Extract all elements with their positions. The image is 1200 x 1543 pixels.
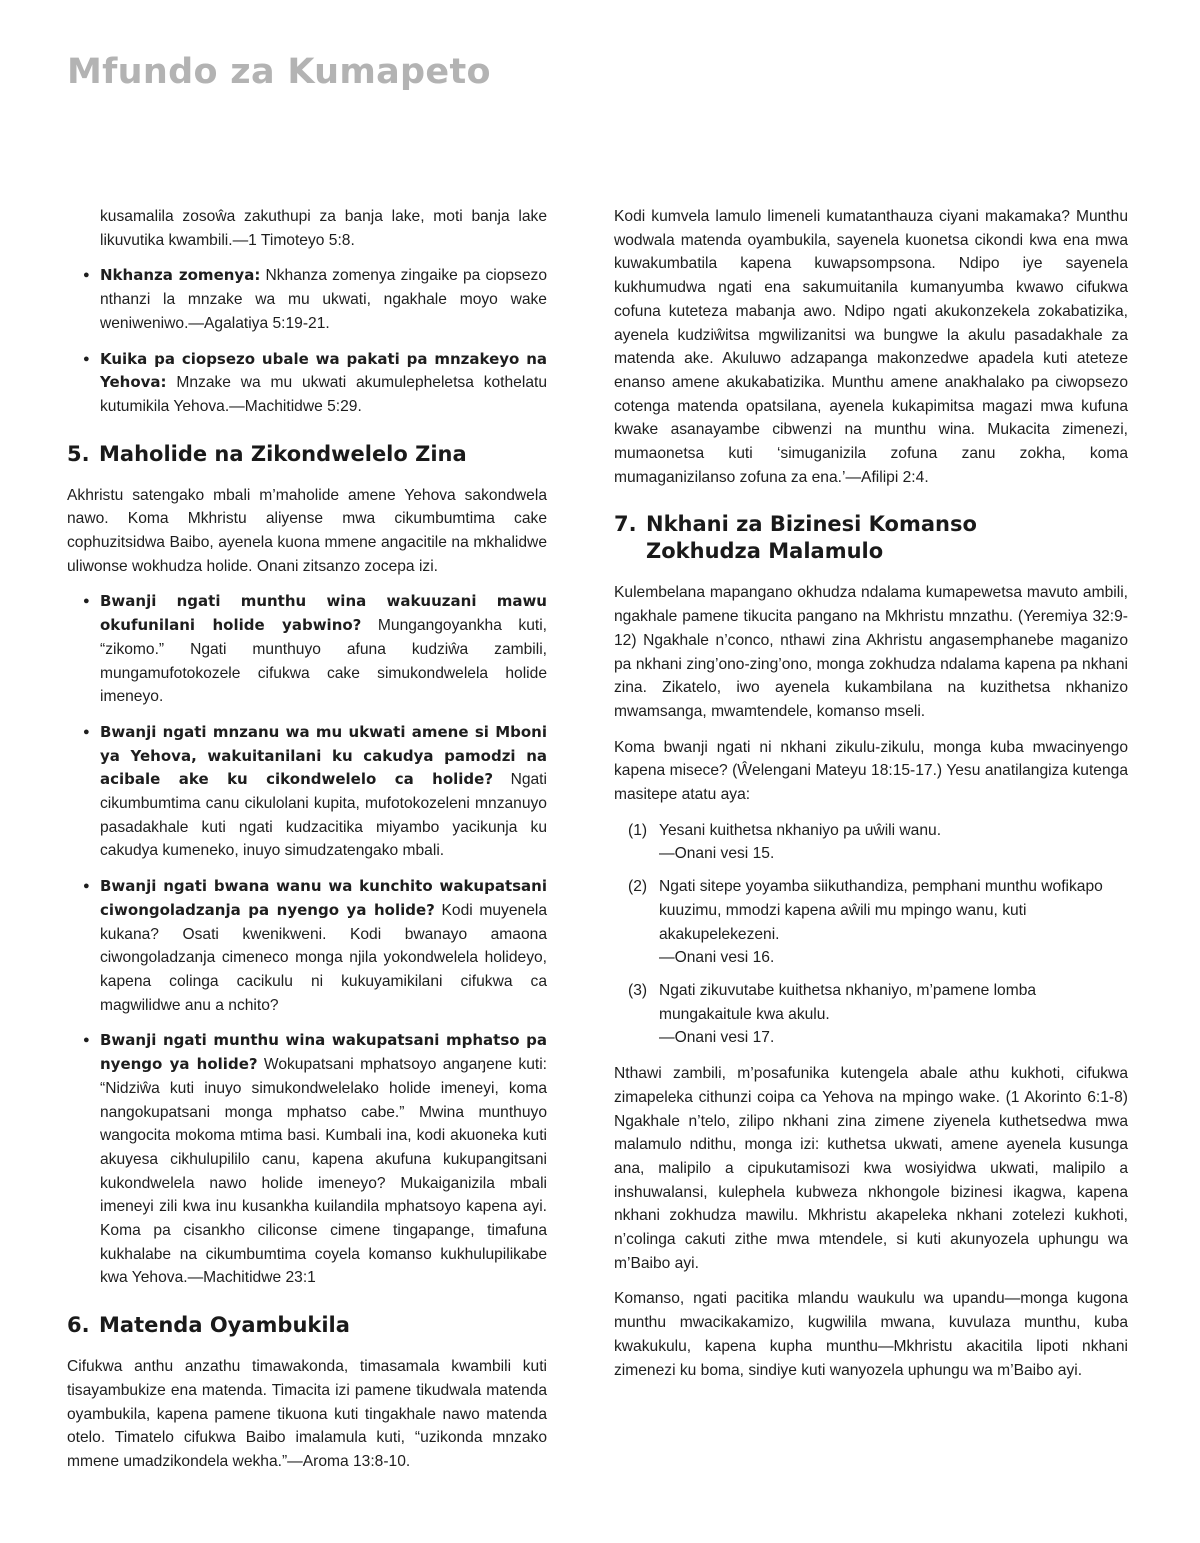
list-item	[100, 875, 547, 1017]
list-item	[628, 979, 1128, 1050]
section-title: Matenda Oyambukila	[99, 1313, 350, 1338]
right-column	[614, 205, 1128, 1394]
paragraph: Kodi kumvela lamulo limeneli kumatanthauza ciyani makamaka? Munthu wodwala matenda oyambukila, sayenela kuonetsa cikondi kwa ena mwa kuwakumbatila kapena kuwapsompsona. Ndipo iye sayenela kukhumudwa ngati ena sakumuitanila kumanyumba kwawo cifukwa cofuna kuteteza mabanja awo. Ndipo ngati akukonzekela zokabatizika, ayenela kudziŵitsa mgwilizanitsi wa bungwe la akulu pasadakhale za matenda ake. Akuluwo adzapanga makonzedwe apadela kuti ateteze enanso amene akukabatizika. Munthu amene anakhalako pa ciwopsezo cotenga matenda opatsilana, ayenela kukapimitsa magazi mwa kufuna kwake asanayambe cibwenzi na munthu wina. Mukacita zimenezi, mumaonetsa kuti ‘simuganizila zofuna zanu zokha, koma mumaganizilanso zofuna za ena.’—Afilipi 2:4.	[614, 208, 1128, 486]
section-title: Maholide na Zikondwelelo Zina	[99, 441, 467, 466]
steps-list	[628, 819, 1128, 1050]
list-item	[100, 264, 547, 335]
step-reference: —Onani vesi 16.	[659, 949, 775, 967]
section-intro: Cifukwa anthu anzathu timawakonda, timasamala kwambili kuti tisayambukize ena matenda. Timacita izi pamene tikudwala matenda oyambukila, kapena pamene tikuona kuti tingakhale nawo matenda otelo. Timatelo cifukwa Baibo imalamula kuti, “uzikonda mnzako mmene umadzikondela wekha.”—Aroma 13:8-10.	[67, 1358, 547, 1470]
section-heading-7	[614, 511, 1128, 565]
bullet-list-top	[67, 264, 547, 418]
section-number: 6.	[67, 1313, 90, 1338]
bullet-lead: Bwanji ngati munthu wina wakupatsani mphatso pa nyengo ya holide?	[100, 1031, 547, 1074]
left-column	[67, 205, 547, 1486]
list-item	[628, 875, 1128, 970]
step-reference: —Onani vesi 17.	[659, 1029, 775, 1047]
step-number: (3)	[628, 981, 648, 999]
step-text: Yesani kuithetsa nkhaniyo pa uŵili wanu.	[659, 821, 942, 839]
section-title-line-2: Zokhudza Malamulo	[646, 539, 884, 564]
list-item	[628, 819, 1128, 866]
bullet-list-holidays	[67, 590, 547, 1290]
bullet-lead: Bwanji ngati munthu wina wakuuzani mawu okufunilani holide yabwino?	[100, 592, 547, 635]
bullet-lead: Kuika pa ciopsezo ubale wa pakati pa mnzakeyo na Yehova:	[100, 349, 547, 392]
section-heading-6	[67, 1312, 547, 1339]
bullet-lead: Nkhanza zomenya:	[100, 266, 261, 285]
step-reference: —Onani vesi 15.	[659, 845, 775, 863]
step-text: Ngati zikuvutabe kuithetsa nkhaniyo, m’pamene lomba mungakaitule kwa akulu.	[659, 981, 1037, 1023]
bullet-text: Ngati cikumbumtima canu cikulolani kupita, mufotokozeleni mnzanuyo pasadakhale kuti ngati kudzacitika miyambo yacikunja ku cakudya kumeneko, inuyo simudzatengako mbali.	[100, 771, 547, 860]
section-intro: Akhristu satengako mbali m’maholide amene Yehova sakondwela nawo. Koma Mkhristu aliyense mwa cikumbumtima cake cophuzitsidwa Baibo, ayenela kuona mmene angacitile na mkhalidwe uliwonse wokhudza holide. Onani zitsanzo zocepa izi.	[67, 486, 547, 575]
section-heading-5	[67, 441, 547, 468]
step-number: (1)	[628, 821, 648, 839]
list-item	[100, 348, 547, 419]
list-item	[100, 721, 547, 863]
step-number: (2)	[628, 878, 648, 896]
section-title-line-1: Nkhani za Bizinesi Komanso	[646, 512, 977, 537]
paragraph: Komanso, ngati pacitika mlandu waukulu wa upandu—monga kugona munthu mwacikakamizo, kugwilila mwana, kuvulaza munthu, kuba kwakukulu, kapena kupha munthu—Mkhristu akacitila lipoti nkhani zimenezi ku boma, sindiye kuti wanyozela uphungu wa m’Baibo ayi.	[614, 1290, 1128, 1379]
bullet-lead: Bwanji ngati bwana wanu wa kunchito wakupatsani ciwongoladzanja pa nyengo ya holide?	[100, 877, 547, 919]
bullet-text: Mnzake wa mu ukwati akumulepheletsa kothelatu kutumikila Yehova.—Machitidwe 5:29.	[100, 374, 547, 415]
continued-paragraph: kusamalila zosoŵa zakuthupi za banja lake, moti banja lake likuvutika kwambili.—1 Timoteyo 5:8.	[100, 208, 547, 249]
paragraph: Koma bwanji ngati ni nkhani zikulu-zikulu, monga kuba mwacinyengo kapena misece? (Ŵelengani Mateyu 18:15-17.) Yesu anatilangiza kutenga masitepe atatu aya:	[614, 738, 1128, 804]
bullet-text: Kodi muyenela kukana? Osati kwenikweni. Kodi bwanayo amaona ciwongoladzanja cimeneco monga njila yokondwelela holideyo, kapena colinga cacikulu ni kukuyamikilani cifukwa ca magwilidwe anu a nchito?	[100, 901, 547, 1014]
list-item	[100, 1029, 547, 1290]
section-number: 7.	[614, 512, 637, 537]
list-item	[100, 590, 547, 709]
section-number: 5.	[67, 441, 90, 466]
paragraph: Nthawi zambili, m’posafunika kutengela abale athu kukhoti, cifukwa zimapeleka cithunzi coipa ca Yehova na mpingo wake. (1 Akorinto 6:1-8) Ngakhale n’telo, zilipo nkhani zina zimene ziyenela kuthetsedwa mwa malamulo ndithu, monga izi: kuthetsa ukwati, amene ayenela kusunga ana, malipilo a cipukutamisozi kwa wosiyidwa ukwati, malipilo a inshuwalansi, kulephela kubweza nkhongole bizinesi ikagwa, kapena nkhani zokhudza mawilu. Mkhristu akapeleka nkhani zotelezi kukhoti, n’colinga cakuti zithe mwa mtendele, si kuti akunyozela uphungu wa m’Baibo ayi.	[614, 1065, 1128, 1272]
bullet-lead: Bwanji ngati mnzanu wa mu ukwati amene si Mboni ya Yehova, wakuitanilani ku cakudya pamodzi na acibale ake ku cikondwelelo ca holide?	[100, 722, 547, 789]
step-text: Ngati sitepe yoyamba siikuthandiza, pemphani munthu wofikapo kuuzimu, mmodzi kapena aŵili mu mpingo wanu, kuti akakupelekezeni.	[659, 878, 1103, 943]
paragraph: Kulembelana mapangano okhudza ndalama kumapewetsa mavuto ambili, ngakhale pamene tikucita pangano na Mkhristu mnzathu. (Yeremiya 32:9-12) Ngakhale n’conco, nthawi zina Akhristu angasemphanebe maganizo pa nkhani zing’ono-zing’ono, monga zokhudza ndalama kapena pa nkhani zina. Zikatelo, iwo ayenela kukambilana na kuzithetsa nkhanizo mwamsanga, mwamtendele, komanso mseli.	[614, 584, 1128, 720]
page-title: Mfundo za Kumapeto	[67, 52, 491, 92]
bullet-text: Wokupatsani mphatsoyo angaŋene kuti: “Nidziŵa kuti inuyo simukondwelelako holide imeneyi, koma nangokupatsani monga mphatso cabe.” Mwina munthuyo wangocita mokoma mtima basi. Kumbali ina, kodi akuoneka kuti akuyesa cikhulupililo canu, kapena akufuna kukupangitsani kukondwelela nawo holide imeneyo? Mukaiganizila mbali imeneyi zili kwa inu kusankha kuilandila mphatsoyo kapena ayi. Koma pa cisankho ciliconse cimene tingapange, timafuna kukhalabe na cikumbumtima coyela komanso kukhulupilikabe kwa Yehova.—Machitidwe 23:1	[100, 1056, 548, 1287]
bullet-text: Nkhanza zomenya zingaike pa ciopsezo nthanzi la mnzake wa mu ukwati, ngakhale moyo wake weniweniwo.—Agalatiya 5:19-21.	[100, 267, 548, 332]
bullet-text: Mungangoyankha kuti, “zikomo.” Ngati munthuyo afuna kudziŵa zambili, mungamufotokozele cifukwa cake simukondwelela holide imeneyo.	[100, 617, 548, 706]
